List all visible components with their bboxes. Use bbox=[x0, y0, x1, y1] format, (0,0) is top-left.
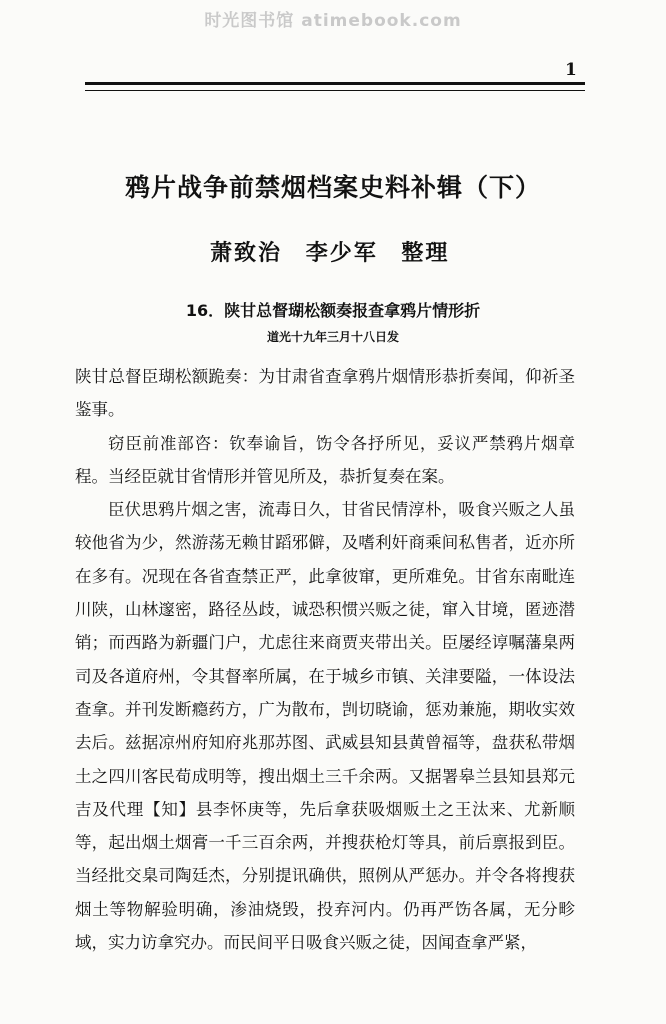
document-heading: 16．陕甘总督瑚松额奏报查拿鸦片情形折 bbox=[185, 301, 481, 320]
document-body bbox=[75, 360, 575, 959]
watermark-text: 时光图书馆 atimebook.com bbox=[204, 11, 462, 31]
header-rule-thin bbox=[85, 90, 585, 91]
author-line bbox=[210, 236, 463, 267]
body-paragraph: 陕甘总督臣瑚松额跪奏：为甘肃省查拿鸦片烟情形恭折奏闻，仰祈圣鉴事。 bbox=[75, 367, 575, 420]
author-role: 整理 bbox=[401, 240, 450, 266]
article-title: 鸦片战争前禁烟档案史料补辑（下） bbox=[124, 173, 541, 202]
page-number: 1 bbox=[565, 60, 577, 80]
body-paragraph: 窃臣前准部咨：钦奉谕旨，饬令各抒所见，妥议严禁鸦片烟章程。当经臣就甘省情形并管见所及，恭折复奏在案。 bbox=[75, 433, 575, 486]
author-name-2: 李少军 bbox=[305, 240, 378, 266]
header-rule-thick bbox=[85, 82, 585, 85]
body-paragraph: 臣伏思鸦片烟之害，流毒日久，甘省民情淳朴，吸食兴贩之人虽较他省为少，然游荡无赖甘蹈邪僻，及嗜利奸商乘间私售者，近亦所在多有。况现在各省查禁正严，此拿彼窜，更所难免。甘省东南毗连川陕，山林邃密，路径丛歧，诚恐积惯兴贩之徒，窜入甘境，匿迹潜销；而西路为新疆门户，尤虑往来商贾夹带出关。臣屡经谆嘱藩臬两司及各道府州，令其督率所属，在于城乡市镇、关津要隘，一体设法查拿。并刊发断瘾药方，广为散布，剀切晓谕，惩劝兼施，期收实效去后。兹据凉州府知府兆那苏图、武威县知县黄曾福等，盘获私带烟土之四川客民荀成明等，搜出烟土三千余两。又据署皋兰县知县郑元吉及代理【知】县李怀庚等，先后拿获吸烟贩土之王汰来、尤新顺等，起出烟土烟膏一千三百余两，并搜获枪灯等具，前后禀报到臣。当经批交臬司陶廷杰，分别提讯确供，照例从严惩办。并令各将搜获烟土等物解验明确，渗油烧毁，投弃河内。仍再严饬各属，无分畛域，实力访拿究办。而民间平日吸食兴贩之徒，因闻查拿严紧， bbox=[75, 500, 575, 953]
author-name-1: 萧致治 bbox=[210, 240, 283, 266]
document-date: 道光十九年三月十八日发 bbox=[266, 330, 399, 344]
